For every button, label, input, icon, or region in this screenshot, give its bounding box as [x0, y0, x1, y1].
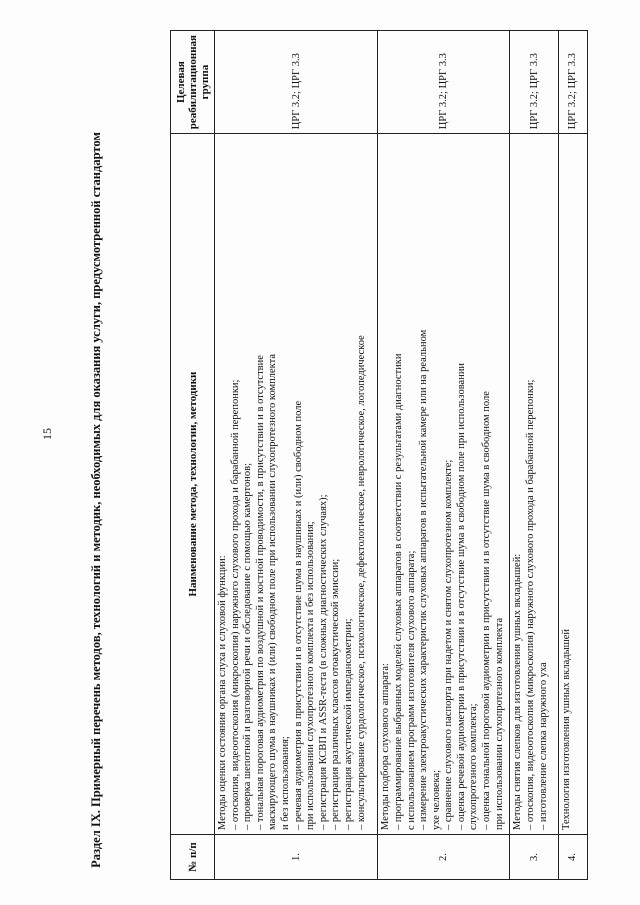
method-line: – программирование выбранных моделей слуховых аппаратов в соответствии с результатами диагностики — [392, 353, 404, 830]
method-line: – сравнение слухового паспорта при надетом и снятом слухопротезном комплекте; — [443, 459, 455, 830]
row-method-description — [558, 134, 587, 835]
method-line: Методы подбора слухового аппарата: — [380, 663, 392, 830]
method-line: – регистрация КСВП и ASSR-теста (в сложных диагностических случаях); — [317, 494, 329, 830]
method-line: при использовании слухопротезного комплекта — [493, 617, 505, 830]
method-line: при использовании слухопротезного комплекта и без использования; — [305, 521, 317, 830]
method-line: – изготовление слепка наружного уха — [537, 662, 549, 830]
method-line: с использованием программ изготовителя слухового аппарата; — [405, 550, 417, 830]
methods-table-wrapper — [170, 30, 588, 880]
row-target-group: ЦРГ 3.2; ЦРГ 3.3 — [558, 31, 587, 134]
row-target-group: ЦРГ 3.2; ЦРГ 3.3 — [510, 31, 558, 134]
table-row — [558, 31, 587, 880]
method-line: – отоскопия, видеоотоскопия (микроскопия) наружного слухового прохода и барабанной перепонки; — [524, 379, 536, 830]
method-line: и без использования; — [279, 736, 291, 830]
header-target-group: Целевая реабилитационная группа — [171, 31, 215, 134]
row-target-group: ЦРГ 3.2; ЦРГ 3.3 — [215, 31, 378, 134]
row-method-description — [215, 134, 378, 835]
row-number: 2. — [378, 835, 510, 880]
table-body — [215, 31, 588, 880]
method-line: Методы оценки состояния органа слуха и слуховой функции: — [217, 555, 228, 830]
table-row — [378, 31, 510, 880]
row-method-description — [378, 134, 510, 835]
row-number: 4. — [558, 835, 587, 880]
method-line: – речевая аудиометрия в присутствии и в отсутствие шума в наушниках и (или) свободном поле — [292, 400, 304, 830]
method-line: – регистрация различных классов отоакустической эмиссии; — [330, 558, 342, 830]
table-header-row — [171, 31, 215, 880]
header-method-name: Наименование метода, технологии, методики — [171, 134, 215, 835]
row-target-group: ЦРГ 3.2; ЦРГ 3.3 — [378, 31, 510, 134]
row-number: 1. — [215, 835, 378, 880]
method-line: – измерение электроакустических характеристик слуховых аппаратов в испытательной камере или на реальном — [418, 329, 430, 830]
method-line: – отоскопия, видеоотоскопия (микроскопия) наружного слухового прохода и барабанной перепонки; — [229, 379, 241, 830]
method-line: – регистрация акустической импедансометрии; — [342, 618, 354, 830]
method-line: – оценка тональной пороговой аудиометрии в присутствии и в отсутствие шума в свободном поле — [481, 391, 493, 830]
method-line: – тональная пороговая аудиометрия по воздушной и костной проводимости, в присутствии и в отсутствие — [254, 355, 266, 830]
method-line: – консультирование сурдологическое, психологическое, дефектологическое, неврологическое, логопедическое — [355, 335, 367, 830]
section-title: Раздел IX. Примерный перечень методов, технологий и методик, необходимых для оказания услуги, предусмотренной стандартом — [89, 132, 103, 868]
page-number: 15 — [40, 428, 54, 440]
table-row — [510, 31, 558, 880]
row-method-description — [510, 134, 558, 835]
method-line: Методы снятия слепков для изготовления ушных вкладышей: — [512, 553, 524, 830]
methods-table — [170, 30, 588, 880]
table-row — [215, 31, 378, 880]
header-number: № п/п — [171, 835, 215, 880]
method-line: слухопротезного комплекта; — [468, 703, 480, 830]
method-line: маскирующего шума в наушниках и (или) свободном поле при использовании слухопротезного комплекта — [267, 353, 279, 830]
method-line: Технология изготовления ушных вкладышей — [560, 628, 572, 830]
method-line: – проверка шепотной и разговорной речи и обследование с помощью камертонов; — [242, 463, 254, 830]
method-line: ухе человека; — [430, 769, 442, 830]
row-number: 3. — [510, 835, 558, 880]
method-line: – оценка речевой аудиометрии в присутствии и в отсутствие шума в свободном поле при использовании — [455, 362, 467, 830]
